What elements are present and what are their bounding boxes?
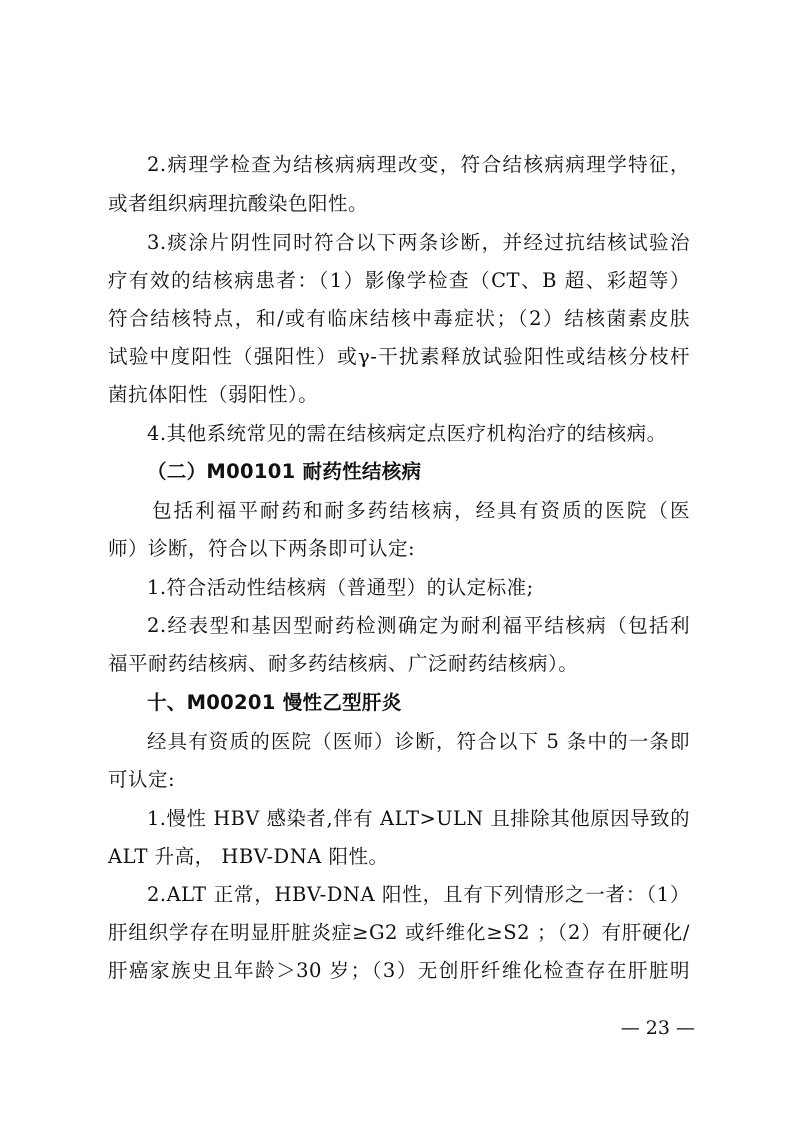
paragraph-line: 包括利福平耐药和耐多药结核病，经具有资质的医院（医 — [152, 499, 690, 522]
paragraph-line: 1.符合活动性结核病（普通型）的认定标准; — [147, 576, 534, 599]
paragraph-line: 1.慢性 HBV 感染者,伴有 ALT>ULN 且排除其他原因导致的 — [147, 807, 690, 830]
section-heading: （二）M00101 耐药性结核病 — [147, 460, 422, 483]
paragraph-line: 师）诊断，符合以下两条即可认定: — [108, 537, 416, 560]
paragraph-line: 或者组织病理抗酸染色阳性。 — [108, 192, 369, 215]
paragraph-line: 可认定: — [108, 768, 176, 791]
paragraph-line: 2.ALT 正常，HBV-DNA 阳性，且有下列情形之一者：（1） — [147, 883, 690, 906]
paragraph-line: 2.病理学检查为结核病病理改变，符合结核病病理学特征， — [147, 153, 690, 176]
paragraph-line: 福平耐药结核病、耐多药结核病、广泛耐药结核病）。 — [108, 652, 579, 675]
section-heading: 十、M00201 慢性乙型肝炎 — [147, 691, 402, 714]
paragraph-line: 2.经表型和基因型耐药检测确定为耐利福平结核病（包括利 — [147, 614, 690, 637]
paragraph-line: 肝癌家族史且年龄＞30 岁；（3）无创肝纤维化检查存在肝脏明 — [108, 959, 690, 982]
page-number: — 23 — — [620, 1017, 695, 1039]
paragraph-line: 符合结核特点，和/或有临床结核中毒症状；（2）结核菌素皮肤 — [108, 307, 690, 330]
paragraph-line: 疗有效的结核病患者：（1）影像学检查（CT、B 超、彩超等） — [108, 269, 690, 292]
paragraph-line: 经具有资质的医院（医师）诊断，符合以下 5 条中的一条即 — [147, 730, 690, 753]
paragraph-line: 3.痰涂片阴性同时符合以下两条诊断，并经过抗结核试验治 — [147, 231, 690, 254]
paragraph-line: 试验中度阳性（强阳性）或γ-干扰素释放试验阳性或结核分枝杆 — [108, 345, 690, 368]
paragraph-line: ALT 升高， HBV-DNA 阳性。 — [108, 845, 389, 868]
paragraph-line: 菌抗体阳性（弱阳性）。 — [108, 383, 319, 406]
paragraph-line: 4.其他系统常见的需在结核病定点医疗机构治疗的结核病。 — [147, 422, 667, 445]
paragraph-line: 肝组织学存在明显肝脏炎症≥G2 或纤维化≥S2 ；（2）有肝硬化/ — [108, 921, 690, 944]
